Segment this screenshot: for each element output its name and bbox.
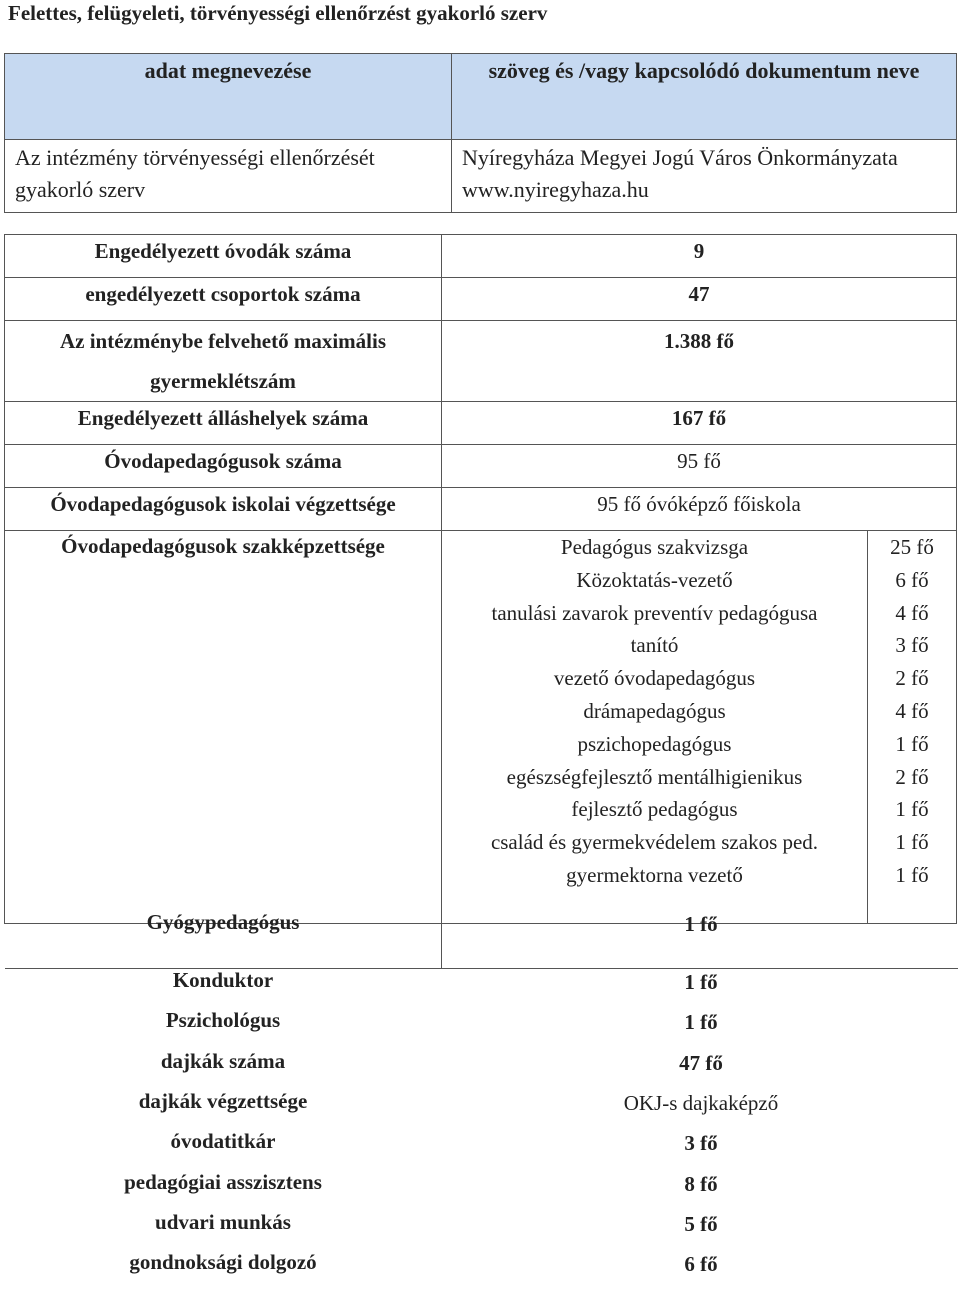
list-item: tanulási zavarok preventív pedagógusa <box>491 600 818 625</box>
row-label: óvodatitkár <box>170 1129 276 1153</box>
row-label: dajkák végzettsége <box>138 1089 308 1113</box>
list-item-count: 2 fő <box>895 666 929 691</box>
table-row <box>5 445 957 488</box>
table-row <box>5 140 957 213</box>
row-value: 8 fő <box>684 1172 718 1196</box>
row-label: Gyógypedagógus <box>146 910 300 934</box>
row-value: 167 fő <box>442 402 957 445</box>
qualification-label: Óvodapedagógusok szakképzettsége <box>5 531 442 924</box>
list-item-count: 1 fő <box>895 731 929 756</box>
list-item-count: 4 fő <box>895 698 929 723</box>
row-label <box>5 140 452 213</box>
col2-header: szöveg és /vagy kapcsolódó dokumentum neve <box>452 54 957 140</box>
row-value: 95 fő óvóképző főiskola <box>442 488 957 531</box>
row-value: 9 <box>442 235 957 278</box>
qualification-names <box>442 531 868 924</box>
qualification-row <box>5 531 957 924</box>
row-label: pedagógiai asszisztens <box>124 1170 322 1194</box>
row-label: Konduktor <box>172 968 274 992</box>
row-label <box>5 321 442 402</box>
list-item-count: 2 fő <box>895 764 929 789</box>
row-value: OKJ-s dajkaképző <box>623 1091 779 1115</box>
table-row <box>5 235 957 278</box>
row-label-line2: gyakorló szerv <box>15 177 146 202</box>
row-label: Engedélyezett álláshelyek száma <box>5 402 442 445</box>
row-value: 95 fő <box>442 445 957 488</box>
row-value: 1 fő <box>684 970 718 994</box>
qualification-counts <box>868 531 957 924</box>
row-value: 1.388 fő <box>442 321 957 402</box>
row-label: Pszichológus <box>165 1008 281 1032</box>
table-row <box>5 488 957 531</box>
list-item: család és gyermekvédelem szakos ped. <box>490 830 819 855</box>
row-label: engedélyezett csoportok száma <box>5 278 442 321</box>
row-label: udvari munkás <box>155 1210 291 1234</box>
list-item: drámapedagógus <box>583 698 726 723</box>
row-value: 6 fő <box>684 1252 718 1276</box>
row-label: dajkák száma <box>160 1049 286 1073</box>
list-item: Pedagógus szakvizsga <box>560 535 749 559</box>
table-row <box>5 402 957 445</box>
list-item-count: 3 fő <box>895 633 929 658</box>
list-item-count: 1 fő <box>895 862 929 887</box>
row-value: 1 fő <box>684 912 718 936</box>
row-value: 47 <box>442 278 957 321</box>
row-label: Óvodapedagógusok száma <box>5 445 442 488</box>
row-value: 5 fő <box>684 1212 718 1236</box>
row-label: Engedélyezett óvodák száma <box>5 235 442 278</box>
list-item-count: 6 fő <box>895 567 929 592</box>
list-item: tanító <box>630 633 679 658</box>
list-item: fejlesztő pedagógus <box>571 797 738 822</box>
page-heading: Felettes, felügyeleti, törvényességi ellenőrzést gyakorló szerv <box>8 1 548 25</box>
col1-header: adat megnevezése <box>5 54 452 140</box>
supervisor-table <box>4 53 957 213</box>
table-row <box>5 278 957 321</box>
row-value-line1: Nyíregyháza Megyei Jogú Város Önkormányzata <box>462 145 898 170</box>
table-row <box>5 321 957 402</box>
row-label-line1: Az intézménybe felvehető maximális <box>59 329 386 353</box>
row-value: 1 fő <box>684 1010 718 1034</box>
website-link[interactable]: www.nyiregyhaza.hu <box>462 177 649 202</box>
list-item: Közoktatás-vezető <box>576 567 733 592</box>
list-item: pszichopedagógus <box>577 731 732 756</box>
list-item-count: 1 fő <box>895 797 929 822</box>
row-label-line1: Az intézmény törvényességi ellenőrzését <box>15 145 375 170</box>
row-value: 47 fő <box>679 1051 723 1075</box>
list-item-count: 25 fő <box>890 535 934 559</box>
list-item-count: 1 fő <box>895 830 929 855</box>
staff-table <box>4 234 957 924</box>
row-value: 3 fő <box>684 1131 718 1155</box>
row-label-line2: gyermeklétszám <box>150 369 296 393</box>
header-row <box>5 54 957 140</box>
list-item-count: 4 fő <box>895 600 929 625</box>
list-item: vezető óvodapedagógus <box>553 666 756 691</box>
row-value <box>452 140 957 213</box>
list-item: gyermektorna vezető <box>566 862 743 887</box>
list-item: egészségfejlesztő mentálhigienikus <box>506 764 803 789</box>
row-label: Óvodapedagógusok iskolai végzettsége <box>5 488 442 531</box>
row-label: gondnoksági dolgozó <box>129 1250 317 1274</box>
